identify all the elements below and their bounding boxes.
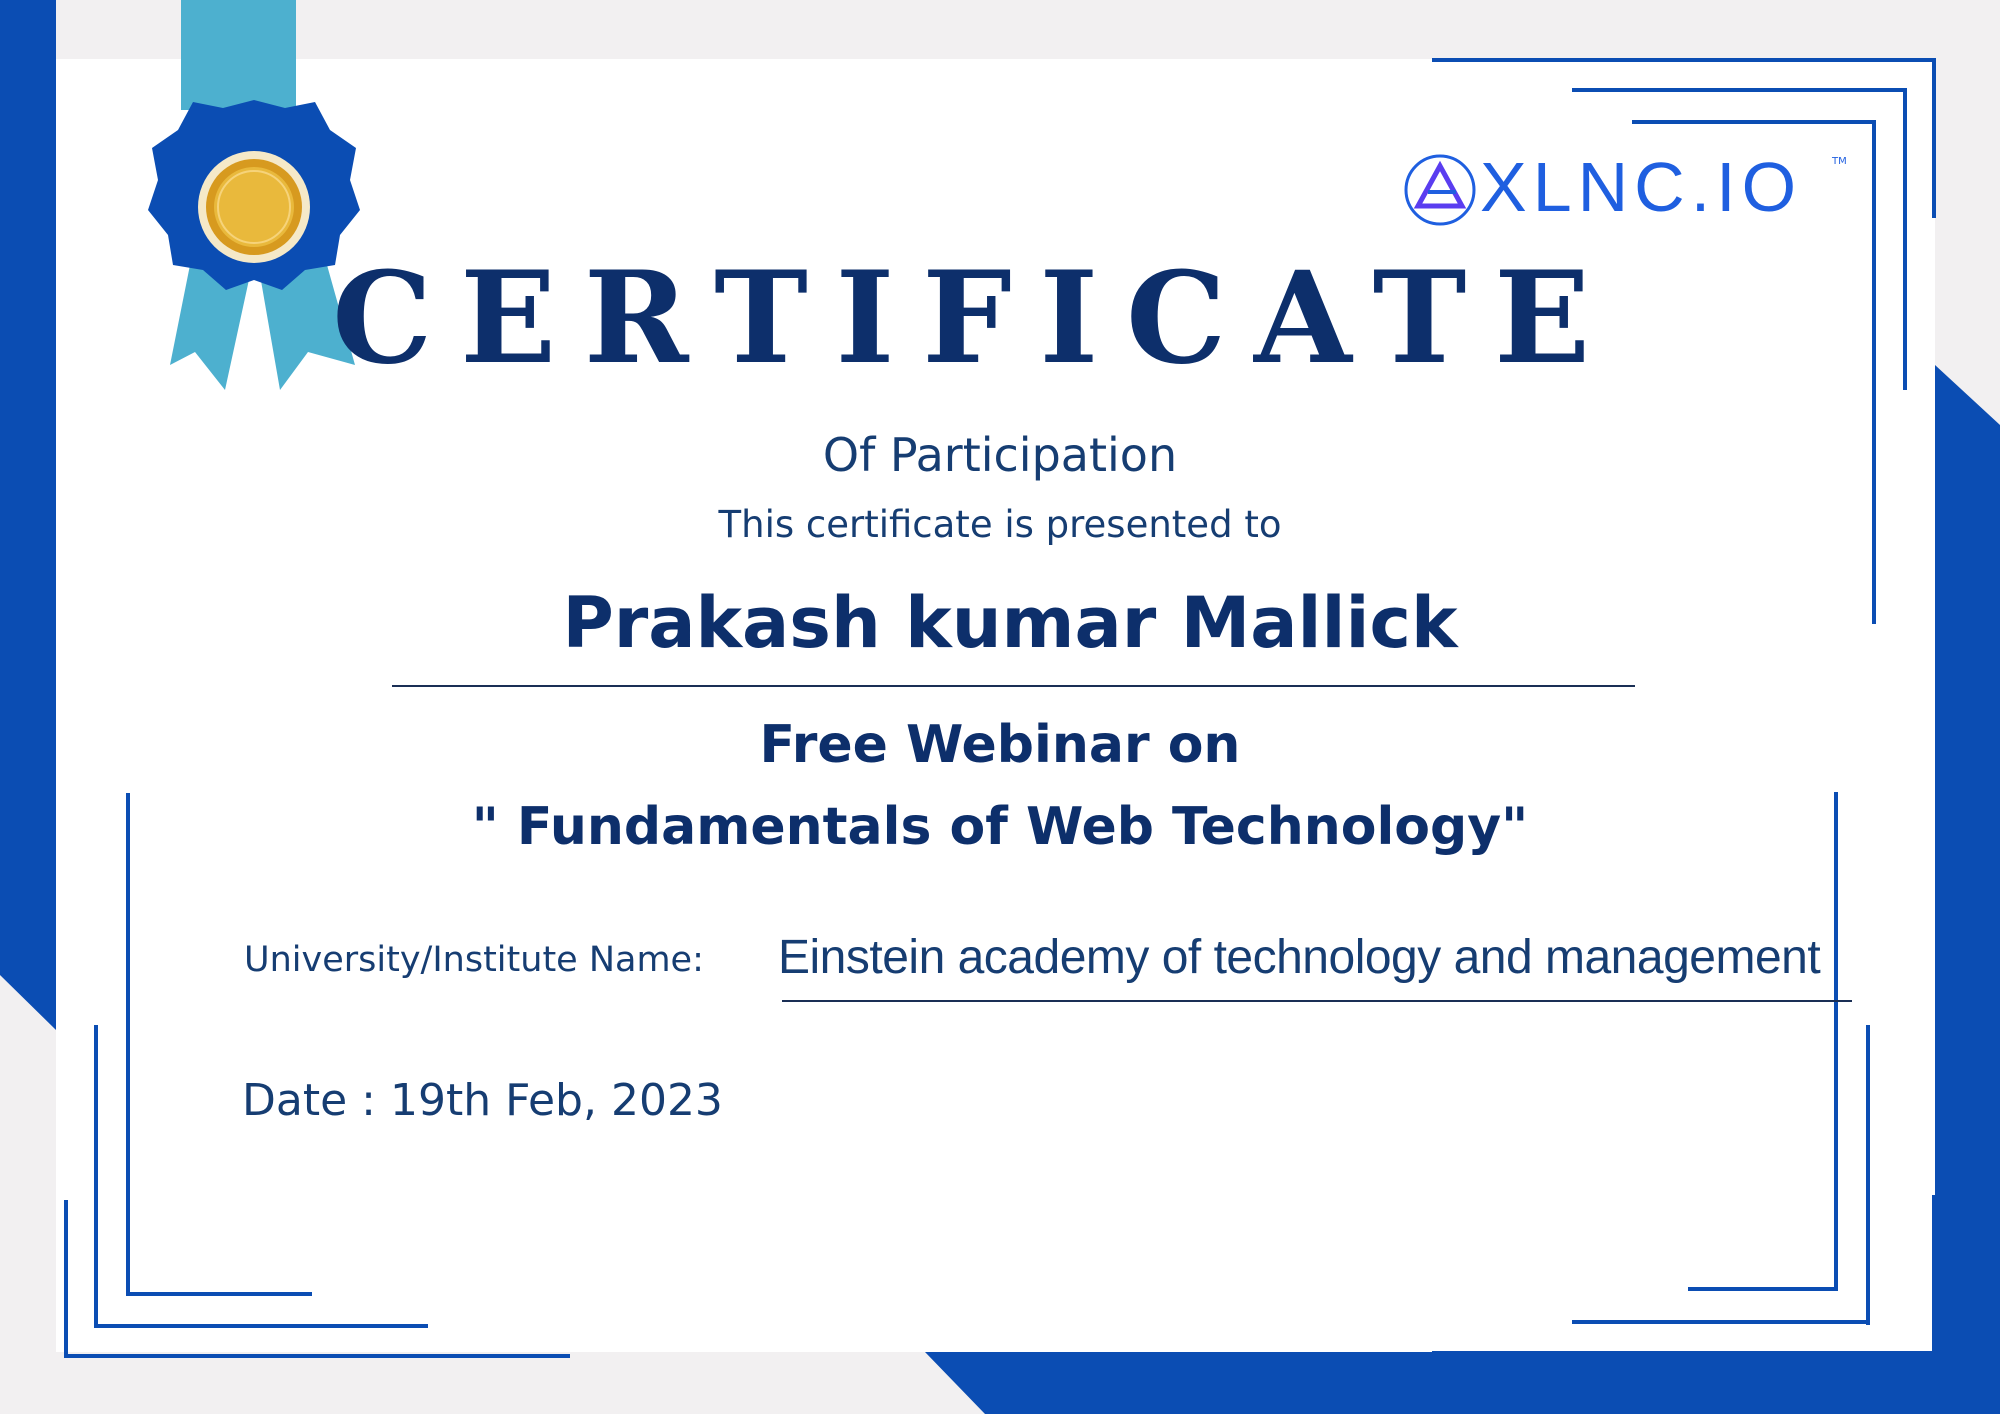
frame-line [1866, 1025, 1870, 1325]
logo-trademark: TM [1832, 156, 1847, 167]
frame-line [94, 1025, 98, 1328]
frame-line [1632, 120, 1876, 124]
recipient-name: Prakash kumar Mallick [562, 582, 1458, 664]
frame-line [1432, 1351, 1936, 1355]
frame-line [64, 1200, 68, 1358]
frame-line [126, 1292, 312, 1296]
presented-to-text: This certificate is presented to [718, 503, 1282, 546]
event-type: Free Webinar on [759, 715, 1241, 775]
frame-line [1932, 58, 1936, 218]
event-title: " Fundamentals of Web Technology" [471, 797, 1529, 857]
institute-underline [782, 1000, 1852, 1002]
frame-line [94, 1324, 428, 1328]
medal-coin [214, 167, 294, 247]
triangle-logo-icon [1402, 152, 1478, 228]
frame-line [1688, 1287, 1838, 1291]
xlnc-logo [1402, 148, 1847, 230]
frame-line [126, 793, 130, 1296]
certificate-title: CERTIFICATE [332, 244, 1618, 392]
frame-line [1432, 58, 1936, 62]
date-text: Date : 19th Feb, 2023 [242, 1075, 723, 1126]
institute-value: Einstein academy of technology and management [778, 931, 1821, 984]
institute-label: University/Institute Name: [244, 940, 704, 980]
frame-line [1903, 88, 1907, 390]
frame-line [64, 1354, 570, 1358]
frame-line [1872, 120, 1876, 624]
certificate-subtitle: Of Participation [822, 428, 1178, 482]
recipient-underline [392, 685, 1635, 687]
frame-line [1834, 792, 1838, 1290]
logo-wordmark: XLNC.IO [1480, 148, 1803, 226]
frame-line [1572, 88, 1906, 92]
frame-line [1572, 1320, 1870, 1324]
frame-line [1932, 1195, 1936, 1355]
